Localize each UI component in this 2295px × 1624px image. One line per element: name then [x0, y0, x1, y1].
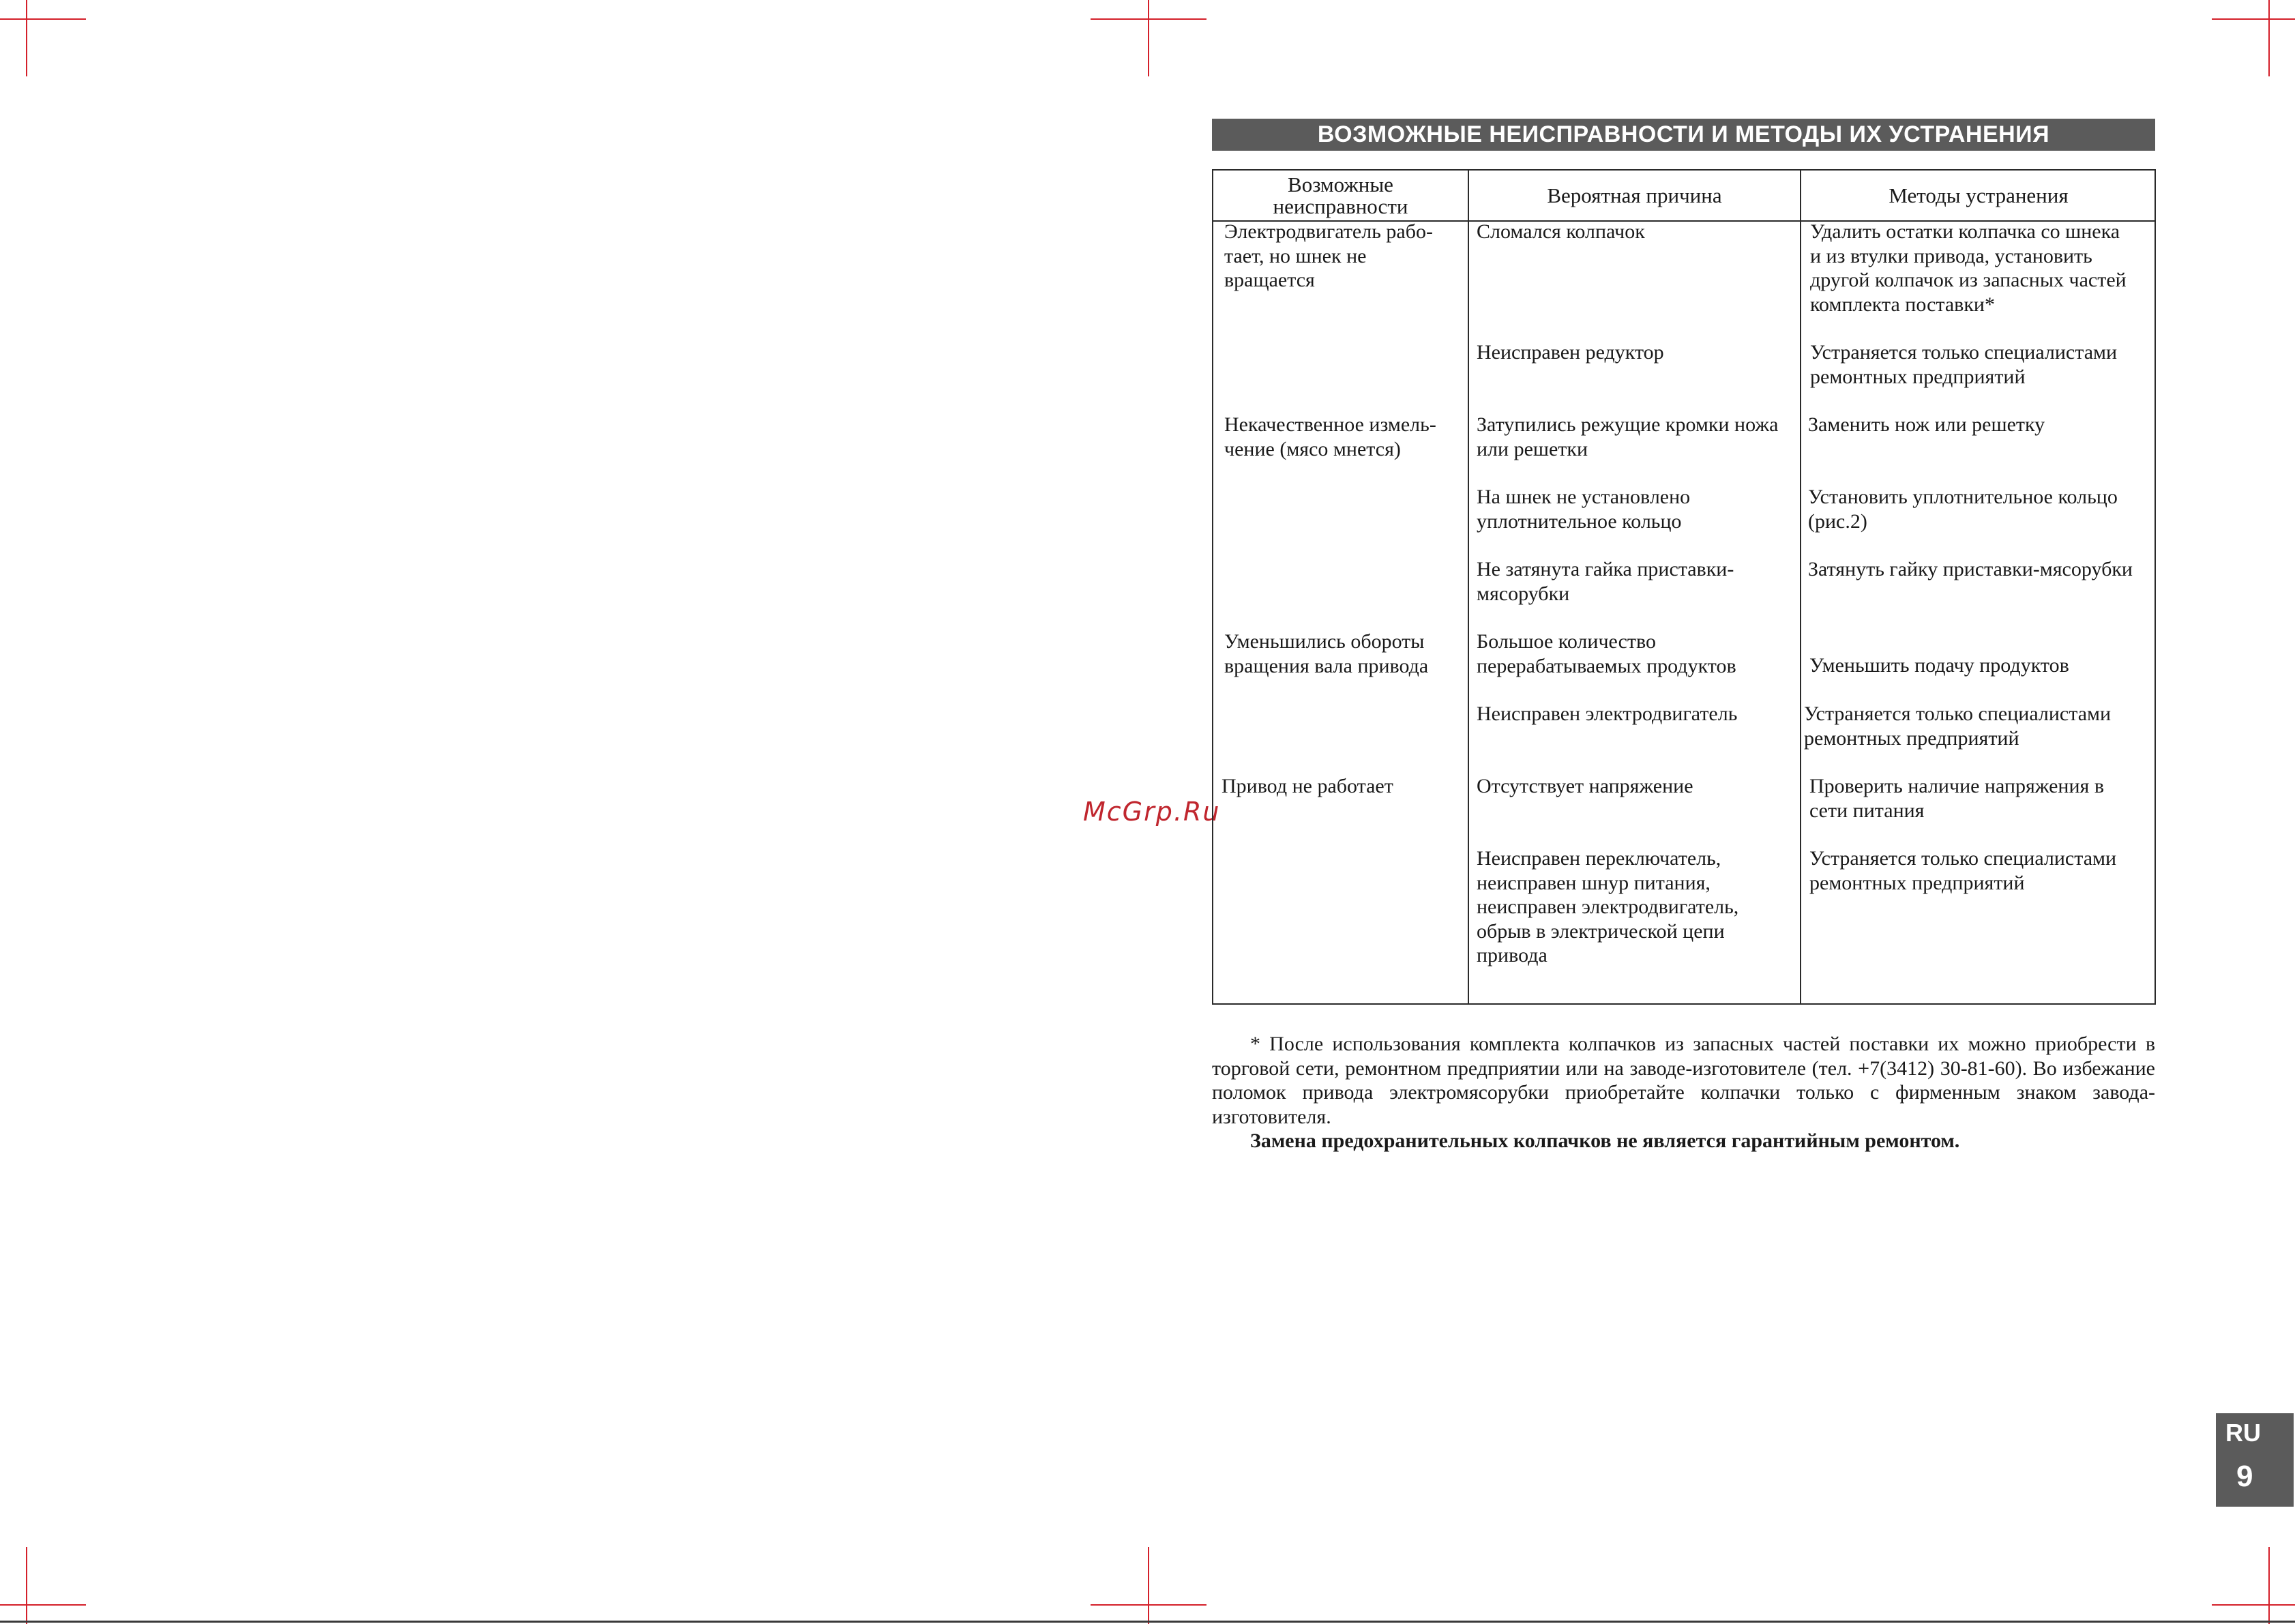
crop-mark: [0, 1604, 86, 1606]
remedy-cell: Устраняется только специалистами ремонтных предприятий: [1804, 703, 2112, 750]
crop-mark: [1148, 0, 1149, 76]
page-number: 9: [2236, 1460, 2253, 1493]
header-faults: Возможные неисправности: [1273, 172, 1408, 218]
footnote: * После использования комплекта колпачков из запасных частей поставки их можно приобрести в торговой сети, ремонтном предприятии или на заводе-изготовителе (тел. +7(3412) 30-81-60). Во избежание поломок привода электромясорубки приобретайте колпачки только с фирменным знаком завода-изготовителя.: [1212, 1033, 2155, 1128]
crop-mark: [2212, 1604, 2295, 1606]
header-remedy: Методы устранения: [1889, 183, 2069, 207]
column-divider: [1468, 171, 1469, 1003]
fault-cell: Привод не работает: [1221, 775, 1393, 797]
remedy-cell: Заменить нож или решетку: [1808, 413, 2045, 436]
crop-mark: [26, 0, 27, 76]
fault-cell: Некачественное измель- чение (мясо мнется): [1224, 413, 1436, 460]
header-cause: Вероятная причина: [1547, 183, 1722, 207]
cause-cell: На шнек не установлено уплотнительное кольцо: [1477, 486, 1691, 533]
remedy-cell: Установить уплотнительное кольцо (рис.2): [1808, 486, 2118, 533]
cause-cell: Затупились режущие кромки ножа или решетки: [1477, 413, 1779, 460]
remedy-cell: Устраняется только специалистами ремонтных предприятий: [1809, 847, 2117, 894]
column-divider: [1800, 171, 1801, 1003]
crop-mark: [2212, 18, 2295, 20]
fault-cell: Электродвигатель рабо- тает, но шнек не вращается: [1224, 220, 1433, 291]
cause-cell: Отсутствует напряжение: [1477, 775, 1693, 797]
cause-cell: Сломался колпачок: [1477, 220, 1645, 243]
crop-mark: [26, 1547, 27, 1624]
cause-cell: Не затянута гайка приставки- мясорубки: [1477, 558, 1734, 605]
remedy-cell: Удалить остатки колпачка со шнека и из втулки привода, установить другой колпачок из запасных частей комплекта поставки*: [1810, 220, 2127, 316]
page-tab: [2216, 1413, 2294, 1507]
fault-cell: Уменьшились обороты вращения вала привода: [1224, 630, 1429, 677]
cause-cell: Большое количество перерабатываемых продуктов: [1477, 630, 1736, 677]
crop-mark: [2268, 0, 2270, 76]
section-title: ВОЗМОЖНЫЕ НЕИСПРАВНОСТИ И МЕТОДЫ ИХ УСТРАНЕНИЯ: [1212, 119, 2155, 151]
remedy-cell: Затянуть гайку приставки-мясорубки: [1808, 558, 2133, 580]
cause-cell: Неисправен редуктор: [1477, 341, 1664, 364]
troubleshooting-table: [1212, 169, 2156, 1005]
remedy-cell: Уменьшить подачу продуктов: [1809, 654, 2069, 677]
crop-mark: [1148, 1547, 1149, 1624]
cause-cell: Неисправен электродвигатель: [1477, 703, 1738, 725]
page-bottom-line: [0, 1621, 2295, 1623]
remedy-cell: Проверить наличие напряжения в сети питания: [1809, 775, 2104, 822]
cause-cell: Неисправен переключатель, неисправен шнур питания, неисправен электродвигатель, обрыв в электрической цепи привода: [1477, 847, 1739, 966]
warranty-note: Замена предохранительных колпачков не является гарантийным ремонтом.: [1250, 1130, 1960, 1152]
language-code: RU: [2225, 1419, 2261, 1447]
watermark[interactable]: McGrp.Ru: [1083, 797, 1221, 827]
crop-mark: [0, 18, 86, 20]
crop-mark: [2268, 1547, 2270, 1624]
remedy-cell: Устраняется только специалистами ремонтных предприятий: [1810, 341, 2118, 388]
